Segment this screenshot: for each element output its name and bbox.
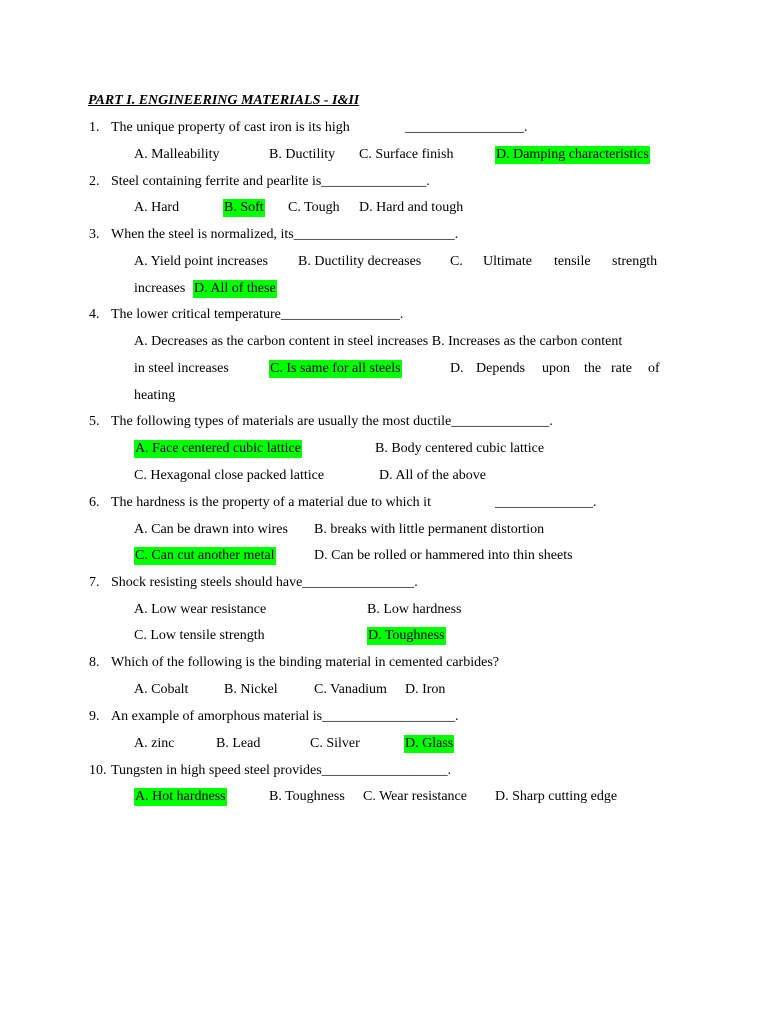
page-title: PART I. ENGINEERING MATERIALS - I&II (88, 93, 360, 108)
question-text: When the steel is normalized, its_______________________. (111, 227, 459, 242)
option: A. Can be drawn into wires (134, 522, 288, 537)
option: A. Hard (134, 200, 180, 215)
option: tensile (554, 254, 591, 269)
option-correct: D. Toughness (368, 628, 445, 643)
question-text: The unique property of cast iron is its high (111, 120, 350, 135)
answer-blank: _________________. (405, 120, 528, 135)
question-number: 1. (89, 120, 100, 135)
question-number: 5. (89, 414, 100, 429)
question-number: 6. (89, 495, 100, 510)
option: Depends (476, 361, 525, 376)
question-text: An example of amorphous material is___________________. (111, 709, 459, 724)
option: B. Lead (216, 736, 261, 751)
question-text: The lower critical temperature_________________. (111, 307, 404, 322)
option: B. Body centered cubic lattice (375, 441, 545, 456)
question-number: 4. (89, 307, 100, 322)
option: C. Hexagonal close packed lattice (134, 468, 325, 483)
option-correct: D. Damping characteristics (496, 147, 649, 162)
option: A. Decreases as the carbon content in steel increases B. Increases as the carbon content (134, 334, 623, 349)
option: of (648, 361, 660, 376)
option-correct: A. Hot hardness (135, 789, 226, 804)
question-text: Shock resisting steels should have________________. (111, 575, 418, 590)
option: A. Malleability (134, 147, 220, 162)
option: the (584, 361, 602, 376)
question-text: Steel containing ferrite and pearlite is_______________. (111, 174, 430, 189)
option: C. Tough (288, 200, 340, 215)
option: C. Silver (310, 736, 360, 751)
option: D. Sharp cutting edge (495, 789, 618, 804)
option: D. Iron (405, 682, 446, 697)
option: B. Nickel (224, 682, 278, 697)
option-correct: C. Is same for all steels (270, 361, 401, 376)
option: A. zinc (134, 736, 175, 751)
option: A. Cobalt (134, 682, 189, 697)
question-number: 2. (89, 174, 100, 189)
option: rate (611, 361, 632, 376)
option: B. Ductility decreases (298, 254, 422, 269)
option: B. Toughness (269, 789, 345, 804)
option-correct: D. Glass (405, 736, 454, 751)
option-correct: C. Can cut another metal (135, 548, 275, 563)
option: D. Hard and tough (359, 200, 464, 215)
question-number: 3. (89, 227, 100, 242)
option: A. Yield point increases (134, 254, 269, 269)
option: D. Can be rolled or hammered into thin sheets (314, 548, 573, 563)
option: D. (450, 361, 464, 376)
question-text: The following types of materials are usually the most ductile______________. (111, 414, 553, 429)
answer-blank: ______________. (495, 495, 597, 510)
option: C. Low tensile strength (134, 628, 265, 643)
option: C. Surface finish (359, 147, 454, 162)
option-correct: A. Face centered cubic lattice (135, 441, 301, 456)
option: C. Wear resistance (363, 789, 467, 804)
option: upon (542, 361, 570, 376)
option: B. Ductility (269, 147, 336, 162)
option: D. All of the above (379, 468, 486, 483)
question-number: 9. (89, 709, 100, 724)
option: in steel increases (134, 361, 229, 376)
option: B. breaks with little permanent distortion (314, 522, 545, 537)
question-text: Which of the following is the binding material in cemented carbides? (111, 655, 499, 670)
option: heating (134, 388, 176, 403)
option: C. (450, 254, 463, 269)
option: A. Low wear resistance (134, 602, 267, 617)
question-number: 7. (89, 575, 100, 590)
option-correct: B. Soft (224, 200, 264, 215)
option-correct: D. All of these (194, 281, 276, 296)
question-number: 10. (89, 763, 107, 778)
option: Ultimate (483, 254, 532, 269)
question-number: 8. (89, 655, 100, 670)
option: increases (134, 281, 186, 296)
question-text: Tungsten in high speed steel provides__________________. (111, 763, 452, 778)
question-text: The hardness is the property of a material due to which it (111, 495, 431, 510)
option: C. Vanadium (314, 682, 387, 697)
option: B. Low hardness (367, 602, 462, 617)
option: strength (612, 254, 658, 269)
